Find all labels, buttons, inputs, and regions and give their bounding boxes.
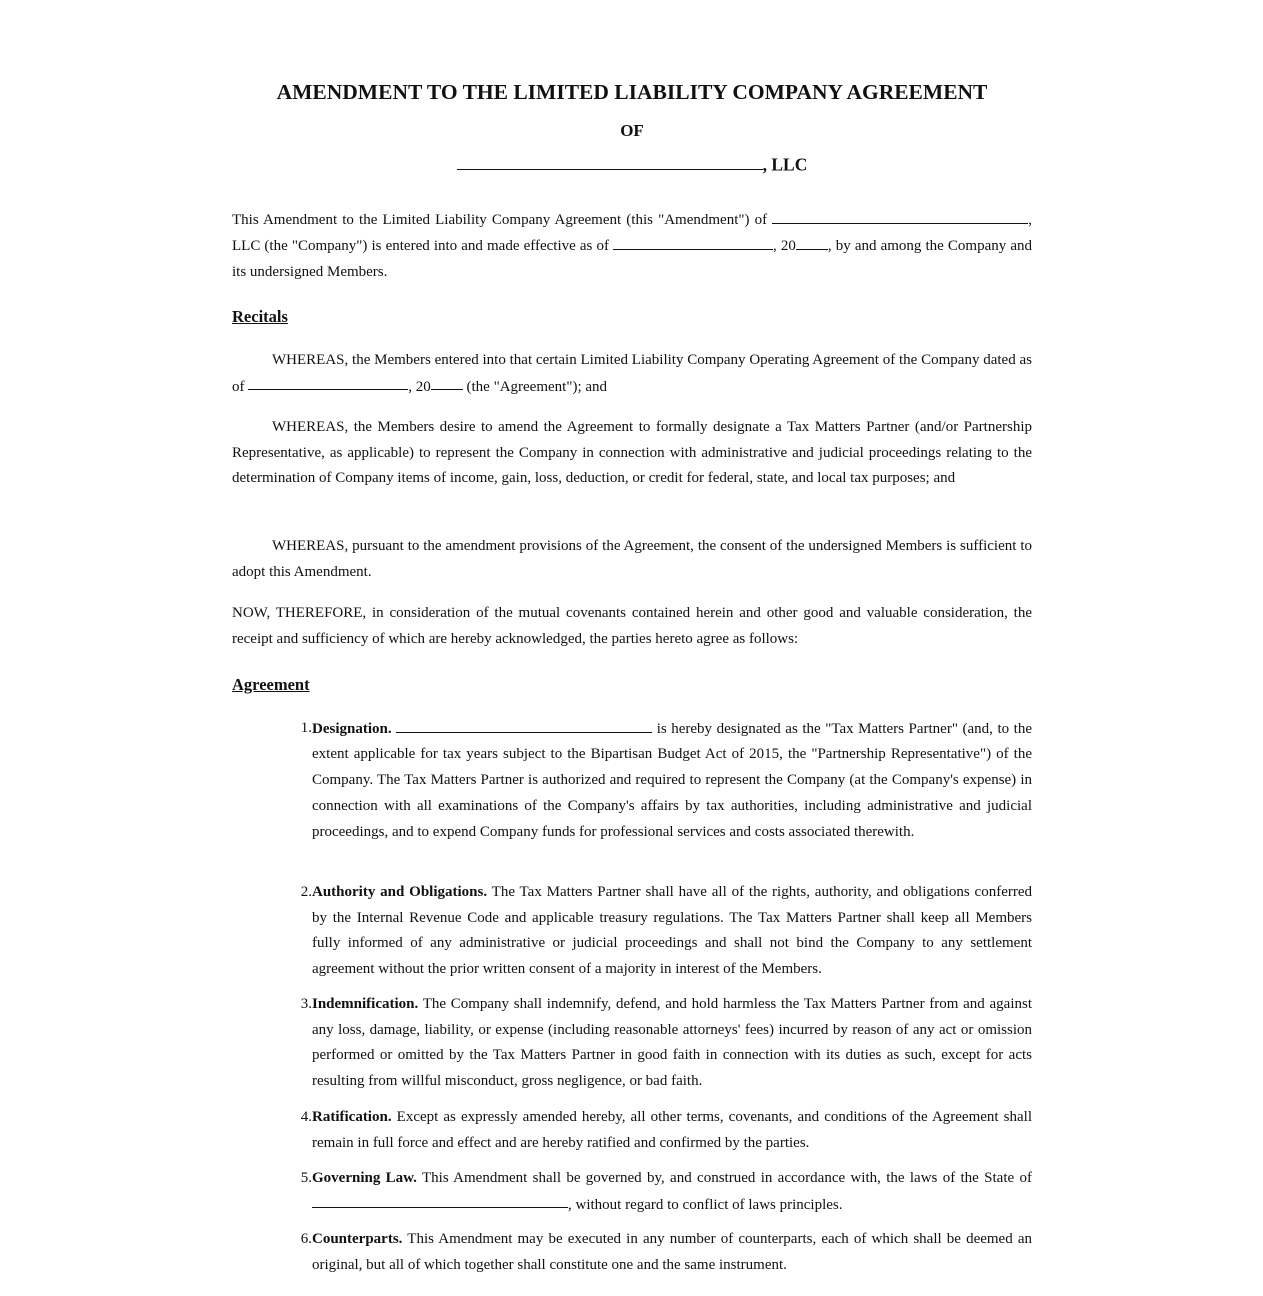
governing-state-blank[interactable]: [312, 1192, 568, 1209]
agreement-date-blank[interactable]: [248, 374, 408, 391]
list-number: 3.: [300, 996, 312, 1012]
intro-paragraph: This Amendment to the Limited Liability Company Agreement (this "Amendment") of , LLC (the "Company") is entered into and made effective as of , 20 , by and among the Company and its undersigned Members.: [232, 207, 1032, 286]
list-number: 2.: [300, 884, 312, 900]
company-name-line: [232, 151, 1032, 175]
agreement-year-blank[interactable]: [431, 374, 463, 391]
intro-date-blank[interactable]: [613, 233, 773, 250]
item-title: Indemnification.: [312, 996, 419, 1012]
item-title: Counterparts.: [312, 1231, 403, 1247]
tax-matters-partner-blank[interactable]: [396, 716, 652, 733]
item-title: Governing Law.: [312, 1170, 417, 1186]
therefore-paragraph: NOW, THEREFORE, in consideration of the mutual covenants contained herein and other good and valuable consideration, the receipt and sufficiency of which are hereby acknowledged, the parties hereto agree as follows:: [232, 605, 1032, 647]
company-name-blank[interactable]: [457, 151, 763, 170]
whereas-paragraph-1: WHEREAS, the Members entered into that certain Limited Liability Company Operating Agreement of the Company dated as of , 20 (the "Agreement"); and: [232, 352, 1032, 395]
list-item-body: Ratification. Except as expressly amended hereby, all other terms, covenants, and conditions of the Agreement shall remain in full force and effect and are hereby ratified and confirmed by the parties.: [312, 1109, 1032, 1151]
list-number: 1.: [300, 720, 312, 736]
document-title: AMENDMENT TO THE LIMITED LIABILITY COMPANY AGREEMENT: [276, 80, 988, 104]
item-title: Authority and Obligations.: [312, 884, 488, 900]
recitals-heading: Recitals: [232, 307, 288, 326]
list-item-body: Indemnification. The Company shall indemnify, defend, and hold harmless the Tax Matters Partner from and against any loss, damage, liability, or expense (including reasonable attorneys' fees) incurred by reason of any act or omission performed or omitted by the Tax Matters Partner in good faith in connection with its duties as such, except for acts resulting from willful misconduct, gross negligence, or bad faith.: [312, 996, 1032, 1090]
list-number: 4.: [300, 1109, 312, 1125]
agreement-heading: Agreement: [232, 675, 310, 694]
whereas-paragraph-3: WHEREAS, pursuant to the amendment provisions of the Agreement, the consent of the undersigned Members is sufficient to adopt this Amendment.: [232, 538, 1032, 580]
llc-suffix: , LLC: [762, 154, 808, 175]
intro-company-blank[interactable]: [772, 207, 1028, 224]
intro-year-blank[interactable]: [796, 233, 828, 250]
list-item-body: Governing Law. This Amendment shall be governed by, and construed in accordance with, the laws of the State of , without regard to conflict of laws principles.: [312, 1170, 1032, 1213]
list-number: 5.: [300, 1170, 312, 1186]
item-title: Designation.: [312, 720, 392, 737]
list-item-body: Counterparts. This Amendment may be executed in any number of counterparts, each of which shall be deemed an original, but all of which together shall constitute one and the same instrument.: [312, 1231, 1032, 1273]
document-subtitle-of: OF: [620, 121, 644, 140]
list-item-body: Authority and Obligations. The Tax Matters Partner shall have all of the rights, authority, and obligations conferred by the Internal Revenue Code and applicable treasury regulations. The Tax Matters Partner shall keep all Members fully informed of any administrative or judicial proceedings and shall not bind the Company to any settlement agreement without the prior written consent of a majority in interest of the Members.: [312, 884, 1032, 978]
whereas-paragraph-2: WHEREAS, the Members desire to amend the Agreement to formally designate a Tax Matters Partner (and/or Partnership Representative, as applicable) to represent the Company in connection with administrative and judicial proceedings relating to the determination of Company items of income, gain, loss, deduction, or credit for federal, state, and local tax purposes; and: [232, 419, 1032, 487]
item-title: Ratification.: [312, 1109, 392, 1125]
list-number: 6.: [300, 1231, 312, 1247]
list-item-body: Designation. is hereby designated as the "Tax Matters Partner" (and, to the extent applicable for tax years subject to the Bipartisan Budget Act of 2015, the "Partnership Representative") of the Company. The Tax Matters Partner is authorized and required to represent the Company (at the Company's expense) in connection with all examinations of the Company's affairs by tax authorities, including administrative and judicial proceedings, and to expend Company funds for professional services and costs associated therewith.: [312, 716, 1032, 845]
